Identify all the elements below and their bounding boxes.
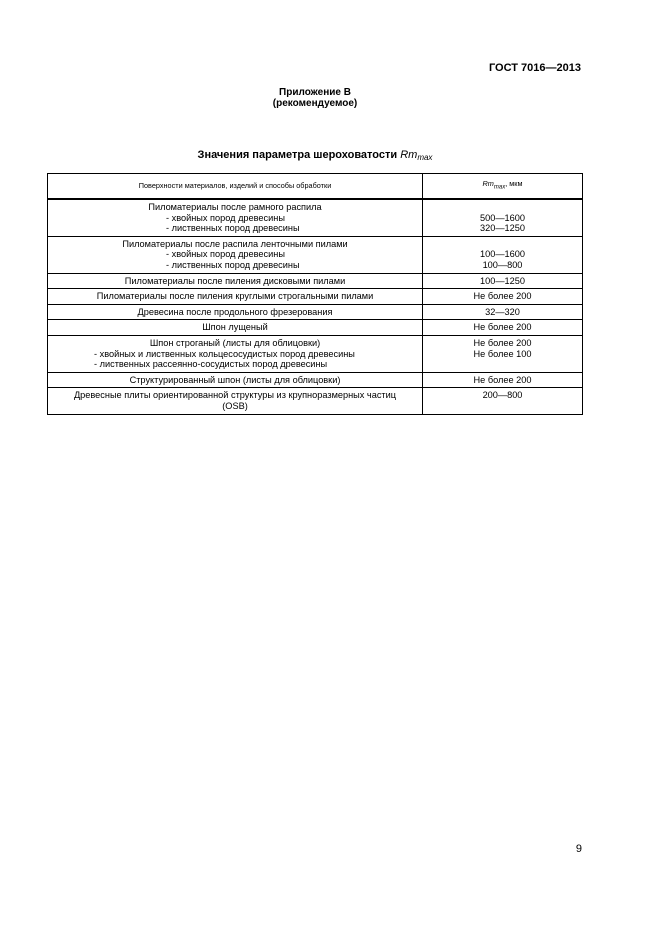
surface-description: Пиломатериалы после пиления круглыми строгальными пилами bbox=[96, 291, 374, 302]
value-cell bbox=[423, 388, 583, 414]
table-row bbox=[48, 372, 583, 388]
rm-max-value: Не более 100 bbox=[473, 348, 532, 359]
surface-cell bbox=[48, 289, 423, 305]
rm-max-value: Не более 200 bbox=[473, 374, 532, 385]
rm-max-value: 500—1600 bbox=[480, 212, 525, 223]
surface-subitem: - хвойных и лиственных кольцесосудистых пород древесины bbox=[94, 348, 355, 359]
appendix-title: Приложение В bbox=[279, 87, 351, 98]
table-row bbox=[48, 304, 583, 320]
table-title-text: Значения параметра шероховатости bbox=[197, 149, 398, 161]
surface-subitem: - лиственных пород древесины bbox=[166, 223, 300, 234]
header-rm-max bbox=[423, 174, 583, 200]
surface-description: Структурированный шпон (листы для облицовки) bbox=[129, 374, 341, 385]
surface-description: Шпон лущеный bbox=[202, 322, 268, 333]
surface-description: Пиломатериалы после пиления дисковыми пилами bbox=[124, 275, 346, 286]
surface-cell bbox=[48, 320, 423, 336]
value-cell bbox=[423, 236, 583, 273]
header-rm-unit: , мкм bbox=[505, 178, 523, 188]
surface-description: Древесина после продольного фрезерования bbox=[137, 306, 333, 317]
table-row bbox=[48, 289, 583, 305]
page-number: 9 bbox=[575, 843, 582, 855]
table-title-subscript: max bbox=[417, 153, 433, 162]
rm-max-value bbox=[427, 239, 578, 250]
surface-description: Шпон строганый (листы для облицовки) bbox=[149, 337, 321, 348]
table-row bbox=[48, 335, 583, 372]
table-row bbox=[48, 236, 583, 273]
header-surfaces: Поверхности материалов, изделий и способы обработки bbox=[48, 174, 423, 200]
appendix-note: (рекомендуемое) bbox=[272, 98, 358, 109]
value-cell bbox=[423, 199, 583, 236]
table-header-row bbox=[48, 174, 583, 200]
table-row bbox=[48, 388, 583, 414]
surface-subitem: - хвойных пород древесины bbox=[166, 212, 285, 223]
header-rm-subscript: max bbox=[493, 184, 506, 191]
surface-cell bbox=[48, 273, 423, 289]
surface-description: Пиломатериалы после распила ленточными пилами bbox=[122, 238, 348, 249]
rm-max-value: Не более 200 bbox=[473, 337, 532, 348]
surface-cell bbox=[48, 388, 423, 414]
standard-code: ГОСТ 7016—2013 bbox=[488, 62, 581, 74]
surface-subitem: - лиственных рассеянно-сосудистых пород древесины bbox=[94, 359, 328, 370]
header-rm-symbol: Rm bbox=[482, 178, 494, 188]
table-row bbox=[48, 273, 583, 289]
rm-max-value: Не более 200 bbox=[473, 322, 532, 333]
rm-max-value: 100—1600 bbox=[480, 249, 525, 260]
surface-subitem: - лиственных пород древесины bbox=[166, 259, 300, 270]
surface-cell bbox=[48, 372, 423, 388]
surface-description: Пиломатериалы после рамного распила bbox=[148, 202, 322, 212]
rm-max-value: 200—800 bbox=[482, 390, 523, 401]
surface-subitem: (OSB) bbox=[222, 400, 248, 411]
surface-cell bbox=[48, 199, 423, 236]
value-cell bbox=[423, 372, 583, 388]
rm-max-value: 100—800 bbox=[482, 259, 523, 270]
rm-max-value: Не более 200 bbox=[473, 291, 532, 302]
value-cell bbox=[423, 289, 583, 305]
surface-cell bbox=[48, 236, 423, 273]
table-title bbox=[0, 149, 630, 162]
value-cell bbox=[423, 304, 583, 320]
surface-subitem: - хвойных пород древесины bbox=[166, 249, 285, 260]
value-cell bbox=[423, 320, 583, 336]
rm-max-value: 32—320 bbox=[485, 306, 520, 317]
table-body bbox=[48, 199, 583, 414]
rm-max-value: 320—1250 bbox=[480, 223, 525, 234]
rm-max-value: 100—1250 bbox=[480, 275, 525, 286]
roughness-table bbox=[47, 173, 583, 415]
value-cell bbox=[423, 335, 583, 372]
surface-cell bbox=[48, 335, 423, 372]
table-row bbox=[48, 199, 583, 236]
surface-description: Древесные плиты ориентированной структуры из крупноразмерных частиц bbox=[73, 390, 397, 401]
value-cell bbox=[423, 273, 583, 289]
table-title-symbol: Rm bbox=[400, 149, 418, 161]
surface-cell bbox=[48, 304, 423, 320]
rm-max-value bbox=[427, 202, 578, 213]
table-row bbox=[48, 320, 583, 336]
